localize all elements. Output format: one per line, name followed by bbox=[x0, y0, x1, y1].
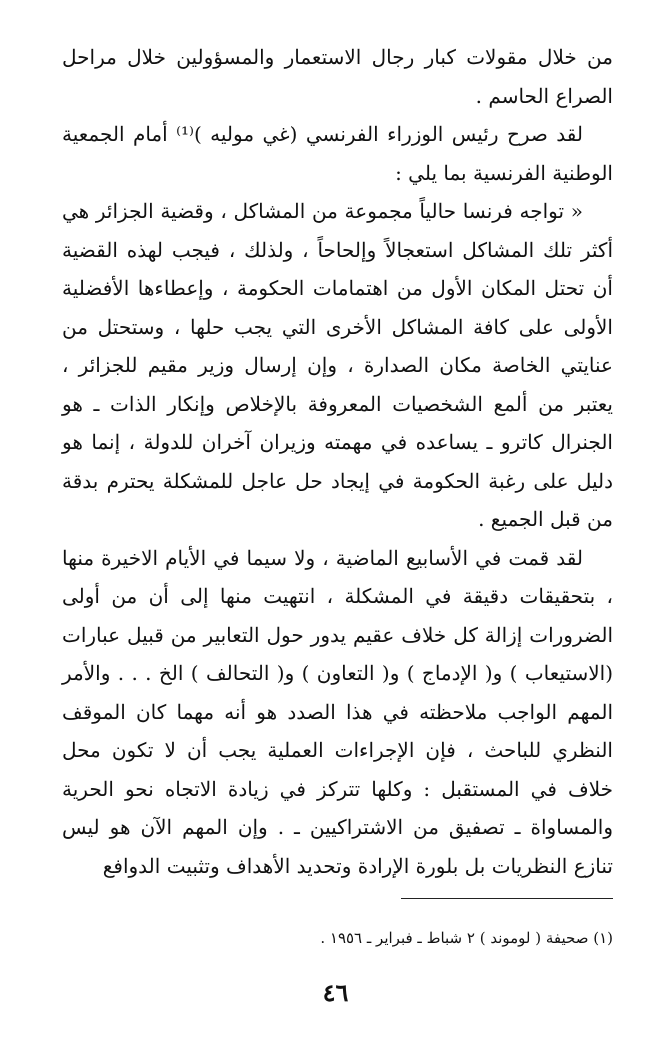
page-number: ٤٦ bbox=[322, 978, 349, 1007]
paragraph-1: من خلال مقولات كبار رجال الاستعمار والمسؤولين خلال مراحل الصراع الحاسم . bbox=[62, 45, 613, 108]
main-text bbox=[62, 38, 613, 885]
paragraph-2: لقد صرح رئيس الوزراء الفرنسي (غي موليه )⁽¹⁾ أمام الجمعية الوطنية الفرنسية بما يلي : bbox=[62, 122, 613, 185]
paragraph-4: لقد قمت في الأسابيع الماضية ، ولا سيما في الأيام الاخيرة منها ، بتحقيقات دقيقة في المشكلة ، انتهيت منها إلى أن من أولى الضرورات إزالة كل خلاف عقيم يدور حول التعابير من قبيل عبارات (الاستيعاب ) و( الإدماج ) و( التعاون ) و( التحالف ) الخ . . . والأمر المهم الواجب ملاحظته في هذا الصدد هو أنه مهما كان الموقف النظري للباحث ، فإن الإجراءات العملية يجب أن لا تكون محل خلاف في المستقبل : وكلها تتركز في زيادة الاتجاه نحو الحرية والمساواة ـ تصفيق من الاشتراكيين ـ . وإن المهم الآن هو ليس تنازع النظريات بل بلورة الإرادة وتحديد الأهداف وتثبيت الدوافع bbox=[62, 545, 613, 878]
paragraph-3-quote: « تواجه فرنسا حالياً مجموعة من المشاكل ، وقضية الجزائر هي أكثر تلك المشاكل استعجالاً وإلحاحاً ، ولذلك ، فيجب لهذه القضية أن تحتل المكان الأول من اهتمامات الحكومة ، وإعطاءها الأفضلية الأولى على كافة المشاكل الأخرى التي يجب حلها ، وستحتل من عنايتي الخاصة مكان الصدارة ، وإن إرسال وزير مقيم للجزائر ، يعتبر من ألمع الشخصيات المعروفة بالإخلاص وإنكار الذات ـ هو الجنرال كاترو ـ يساعده في مهمته وزيران آخران للدولة ، إنما هو دليل على رغبة الحكومة في إيجاد حل عاجل للمشكلة يحترم بدقة من قبل الجميع . bbox=[62, 199, 614, 531]
footnote: (١) صحيفة ( لوموند ) ٢ شباط ـ فبراير ـ ١٩٥٦ . bbox=[320, 929, 613, 947]
footnote-divider bbox=[401, 898, 613, 899]
